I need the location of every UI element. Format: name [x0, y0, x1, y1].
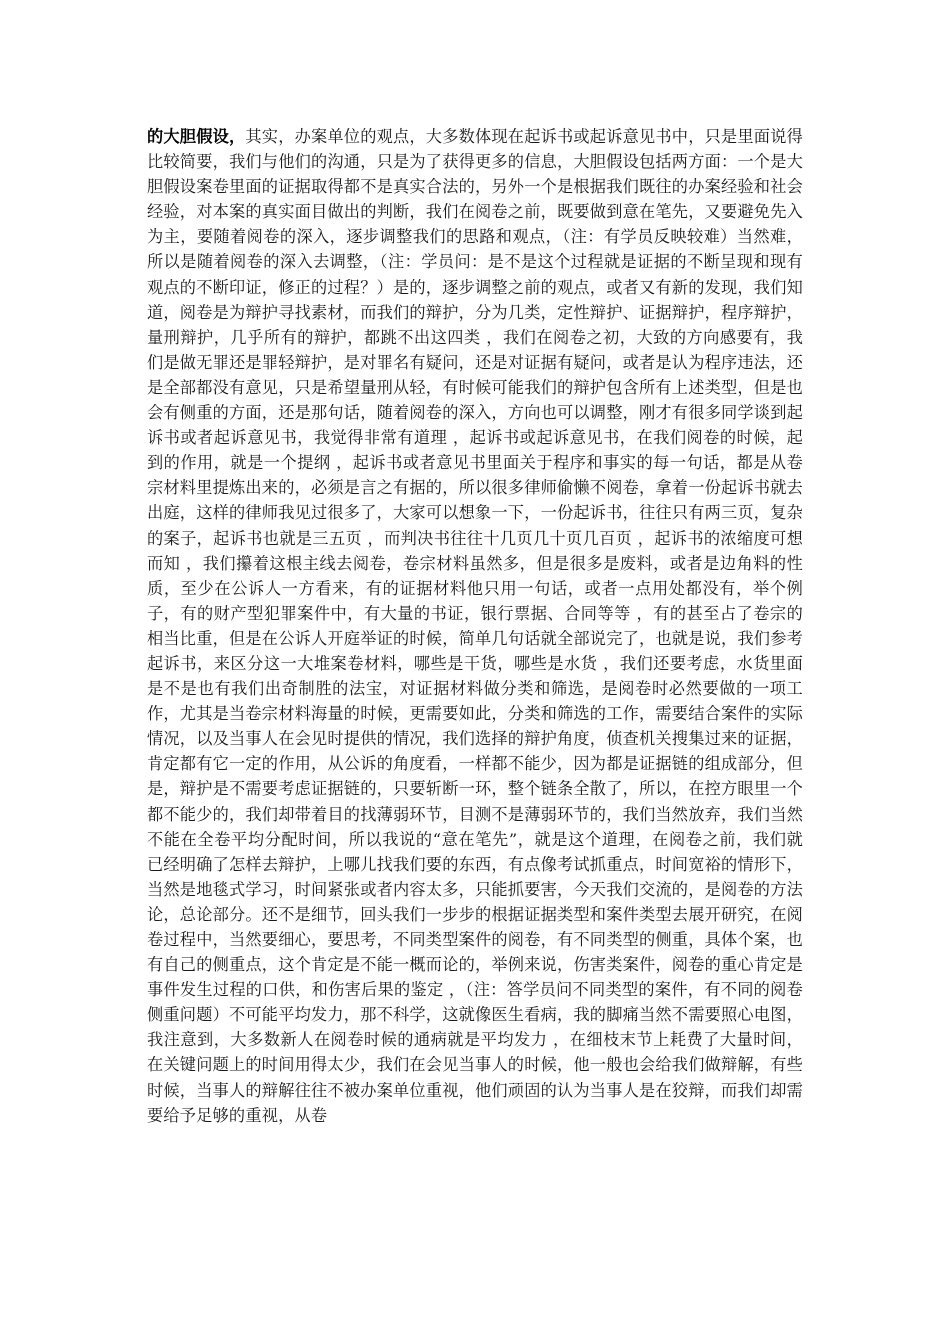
lead-bold-text: 的大胆假设， — [147, 127, 246, 146]
body-paragraph — [147, 124, 803, 1128]
paragraph-text: 其实，办案单位的观点，大多数体现在起诉书或起诉意见书中，只是里面说得比较简要，我们与他们的沟通，只是为了获得更多的信息，大胆假设包括两方面：一个是大胆假设案卷里面的证据取得都不是真实合法的，另外一个是根据我们既往的办案经验和社会经验，对本案的真实面目做出的判断，我们在阅卷之前，既要做到意在笔先，又要避免先入为主，要随着阅卷的深入，逐步调整我们的思路和观点，（注：有学员反映较难）当然难，所以是随着阅卷的深入去调整，（注：学员问：是不是这个过程就是证据的不断呈现和现有观点的不断印证，修正的过程？）是的，逐步调整之前的观点，或者又有新的发现，我们知道，阅卷是为辩护寻找素材，而我们的辩护，分为几类，定性辩护、证据辩护，程序辩护，量刑辩护，几乎所有的辩护，都跳不出这四类 ，我们在阅卷之初，大致的方向感要有，我们是做无罪还是罪轻辩护，是对罪名有疑问，还是对证据有疑问，或者是认为程序违法，还是全部都没有意见，只是希望量刑从轻，有时候可能我们的辩护包含所有上述类型，但是也会有侧重的方面，还是那句话，随着阅卷的深入，方向也可以调整，刚才有很多同学谈到起诉书或者起诉意见书，我觉得非常有道理 ，起诉书或起诉意见书，在我们阅卷的时候，起到的作用，就是一个提纲 ，起诉书或者意见书里面关于程序和事实的每一句话，都是从卷宗材料里提炼出来的，必须是言之有据的，所以很多律师偷懒不阅卷，拿着一份起诉书就去出庭，这样的律师我见过很多了，大家可以想象一下，一份起诉书，往往只有两三页，复杂的案子，起诉书也就是三五页 ，而判决书往往十几页几十页几百页 ，起诉书的浓缩度可想而知 ，我们攥着这根主线去阅卷，卷宗材料虽然多，但是很多是废料，或者是边角料的性质，至少在公诉人一方看来，有的证据材料他只用一句话，或者一点用处都没有，举个例子，有的财产型犯罪案件中，有大量的书证，银行票据、合同等等 ，有的甚至占了卷宗的相当比重，但是在公诉人开庭举证的时候，简单几句话就全部说完了，也就是说，我们参考起诉书，来区分这一大堆案卷材料，哪些是干货，哪些是水货 ，我们还要考虑，水货里面是不是也有我们出奇制胜的法宝，对证据材料做分类和筛选，是阅卷时必然要做的一项工作，尤其是当卷宗材料海量的时候，更需要如此，分类和筛选的工作，需要结合案件的实际情况，以及当事人在会见时提供的情况，我们选择的辩护角度，侦查机关搜集过来的证据，肯定都有它一定的作用，从公诉的角度看，一样都不能少，因为都是证据链的组成部分，但是，辩护是不需要考虑证据链的，只要斩断一环，整个链条全散了，所以，在控方眼里一个都不能少的，我们却带着目的找薄弱环节，目测不是薄弱环节的，我们当然放弃，我们当然不能在全卷平均分配时间，所以我说的“意在笔先”，就是这个道理，在阅卷之前，我们就已经明确了怎样去辩护，上哪儿找我们要的东西，有点像考试抓重点，时间宽裕的情形下，当然是地毯式学习，时间紧张或者内容太多，只能抓要害，今天我们交流的，是阅卷的方法论，总论部分。还不是细节，回头我们一步步的根据证据类型和案件类型去展开研究，在阅卷过程中，当然要细心，要思考，不同类型案件的阅卷，有不同类型的侧重，具体个案，也有自己的侧重点，这个肯定是不能一概而论的，举例来说，伤害类案件，阅卷的重心肯定是事件发生过程的口供，和伤害后果的鉴定 ，（注：答学员问不同类型的案件，有不同的阅卷侧重问题）不可能平均发力，那不科学，这就像医生看病，我的脚痛当然不需要照心电图，我注意到，大多数新人在阅卷时候的通病就是平均发力 ，在细枝末节上耗费了大量时间，在关键问题上的时间用得太少，我们在会见当事人的时候，他一般也会给我们做辩解，有些时候，当事人的辩解往往不被办案单位重视，他们顽固的认为当事人是在狡辩，而我们却需要给予足够的重视，从卷 — [147, 127, 803, 1125]
